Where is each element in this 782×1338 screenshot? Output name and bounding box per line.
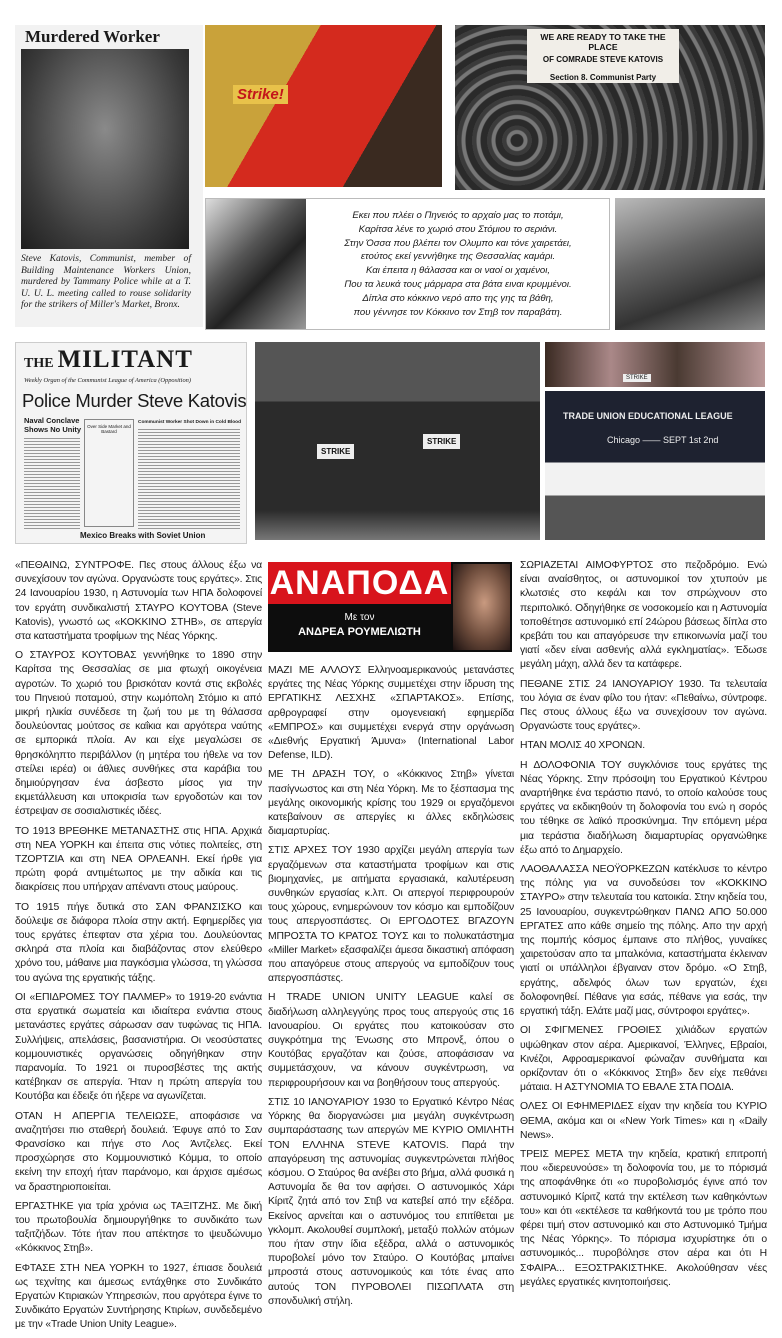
crowd-banner-photo [455, 25, 765, 190]
paragraph-text: συγκλόνισε τους εργάτες της Νέας Υόρκης. Στην πρόσοψη του Εργατικού Κέντρου αναρτήθηκε ένα τεράστιο πανό, το οποίο καλούσε τους εργάτες να εκδικηθούν τη δολοφονία του ενώ η σορός του τέθηκε σε λαϊκό προσκύνημα. Την επόμενη μέρα μια τεράστια διαδήλωση διαμαρτυρίας οργανώθηκε έξω από το Δημαρχείο. [520, 759, 767, 856]
paragraph-lead: Η ΔΟΛΟΦΟΝΙΑ ΤΟΥ [520, 759, 622, 771]
paragraph-text: στο πεζοδρόμιο. Ενώ είναι αναίσθητος, οι αστυνομικοί τον χτυπούν με κλωτσιές στο κεφάλι και τον σπρώχνουν στο περιπολικό. Οδηγήθηκε σε νοσοκομείο και η Αστυνομία τοποθέτησε αστυνομικό επί 24ώρου βάσεως δίπλα στο κρεβάτι του και απαγόρευσε την επικοινωνία μαζί του γιατί «δεν είναι ασθενής αλλά εγκληματίας». Έδωσε μεγάλη μάχη, αλλά δεν τα κατάφερε. [520, 560, 767, 671]
author-photo [453, 564, 510, 650]
paragraph-text: καλεί σε διαδήλωση αλληλεγγύης προς τους απεργούς στις 16 Ιανουαρίου. Οι εργάτες που κατοικούσαν στο συγκρότημα της Ένωσης στο Μπρονξ, όπου ο Κουτόβας εργαζόταν και ζούσε, αποφάσισαν να συμμετάσχουν, να κάνουν συγκέντρωση, να περιφρουρήσουν και να βοηθήσουν τους απεργούς. [268, 992, 514, 1089]
paragraph-text: Ελληνοαμερικανούς μετανάστες εργάτες της Νέας Υόρκης συμμετέχει στην ίδρυση της ΕΡΓΑΤΙΚΗΣ ΛΕΣΧΗΣ «ΣΠΑΡΤΑΚΟΣ». Επίσης, αρθρογραφεί στην ομογενειακή εφημερίδα «ΕΜΠΡΟΣ» και συμμετέχει ενεργά στην οργάνωση «Διεθνής Εργατική Άμυνα» (International Labor Defense, ILD). [268, 665, 515, 762]
column-title: ΑΝΑΠΟΔΑ [269, 564, 450, 602]
paragraph-lead: ΟΤΑΝ Η ΑΠΕΡΓΙΑ ΤΕΛΕΙΩΣΕ, [15, 1110, 179, 1122]
column-title-band [268, 562, 451, 604]
paragraph-lead: ΤΟ 1913 ΒΡΕΘΗΚΕ ΜΕΤΑΝΑΣΤΗΣ [15, 825, 180, 837]
paragraph-text: Τα τελευταία του λόγια σε έναν φίλο του ήταν: «Πεθαίνω, σύντροφε. Πες στους άλλους έξω να συνεχίσουν τον αγώνα. Οργανώστε τους εργάτες». [520, 678, 767, 733]
paragraph [520, 1024, 767, 1095]
poem-line: Καρίτσα λένε το χωριό στου Στόμιου το σεριάνι. [358, 223, 558, 235]
paragraph-lead: ΟΙ «ΕΠΙΔΡΟΜΕΣ ΤΟΥ ΠΑΛΜΕΡ» [15, 991, 172, 1003]
funeral-march-photo [615, 198, 765, 330]
poem-line: Και έπειτα η θάλασσα και οι ναοί οι χαμένοι, [365, 265, 551, 277]
paragraph-text: στις ΗΠΑ. Αρχικά στη ΝΕΑ ΥΟΡΚΗ και έπειτα στις νότιες πολιτείες, στη ΤΖΟΡΤΖΙΑ και στη ΝΕΑ ΟΡΛΕΑΝΗ. Εκεί ήρθε για πρώτη φορά αντιμέτωπος με την αδικία και τις διακρίσεις που υπήρχαν απέναντι στους μαύρους. [15, 825, 262, 894]
paragraph-text: το 1919-20 ενάντια στα εργατικά σωματεία και ιδιαίτερα ενάντια στους μετανάστες εργάτες σάρωσαν σαν τυφώνας τις ΗΠΑ. Συλλήψεις, απελάσεις, βασανιστήρια. Οι νεοσύστατες κομμουνιστικές οργανώσεις οδηγήθηκαν στην παρανομία. Το 1921 οι πυροσβέστες της ακτής κατέβηκαν σε απεργία. Ήταν η πρώτη απεργία του Κουτόβα και έδειξε ότι ήξερε να αγωνίζεται. [15, 991, 262, 1103]
strike-poster-image [205, 25, 442, 187]
paragraph-lead: ΜΑΖΙ ΜΕ ΑΛΛΟΥΣ [268, 665, 362, 676]
poem-line: ετούτος εκεί γεννήθηκε της Θεσσαλίας καμάρι. [360, 251, 556, 263]
paragraph [520, 678, 767, 735]
tuel-poster [545, 391, 765, 540]
strike-sign: STRIKE [317, 444, 354, 459]
paragraph-text: πήγε δυτικά στο ΣΑΝ ΦΡΑΝΣΙΣΚΟ και δούλεψε σε διάφορα πλοία στην ακτή. Εφημερίδες για τους εργάτες έπεφταν στα χέρια του. Δουλεύοντας σκληρά στα πλοία και διαβάζοντας στον ελεύθερο χρόνο του, μάθαινε μια παγκόσμια γλώσσα, τη γλώσσα του αγώνα της εργατικής τάξης. [15, 901, 262, 984]
militant-bottom-headline: Mexico Breaks with Soviet Union [80, 531, 206, 540]
paragraph-text: κατέκλυσε το κέντρο της πόλης για να συνοδεύσει τον «ΚΟΚΚΙΝΟ ΣΤΑΥΡΟ» στην τελευταία του κατοικία. Στην κηδεία του, 25 Ιανουαρίου, συγκεντρώθηκαν ΠΑΝΩ ΑΠΟ 50.000 ΕΡΓΑΤΕΣ απο κάθε σημείο της πόλης. Απο την αρχή της πομπής κόσμος έμπαινε στο πλήθος, γυναίκες χαιρετούσαν απο τα μπαλκόνια, καταστήματα έκλειναν γιατί οι υπάλληλοι έβγαιναν στον δρόμο. «Ο Στηβ, εργάτης, αδελφός όλων των εργατών, έχει δολοφονηθεί. Πέθανε για εσάς, πέθανε για εσάς, την εργατική τάξη. Ελάτε μαζί μας, σύντροφοι εργάτες». [520, 864, 767, 1018]
poem-line: Δίπλα στο κόκκινο νερό απο της γης τα βάθη, [362, 292, 554, 304]
shield-worker-illustration [206, 199, 306, 329]
strike-sign: STRIKE [423, 434, 460, 449]
column-header-anapoda [268, 562, 512, 652]
paragraph [15, 901, 262, 986]
militant-subhead: Communist Worker Shot Down in Cold Blood [138, 420, 242, 425]
poem-line: Που τα λευκά τους μάρμαρα στα βάτα ειναι κρυμμένοι. [344, 278, 572, 290]
paragraph-text: χιλιάδων εργατών υψώθηκαν στον αέρα. Αμερικανοί, Έλληνες, Εβραίοι, Κινέζοι, Αφροαμερικανοί φώναζαν συνθήματα και ορκίζονταν ότι ο «Κόκκινος Στηβ» δεν είχε πεθάνει μάταια. Η ΑΣΤΥΝΟΜΙΑ ΤΟ ΕΒΑΛΕ ΣΤΑ ΠΟΔΙΑ. [520, 1025, 767, 1094]
masthead-subtitle: Weekly Organ of the Communist League of America (Opposition) [24, 377, 191, 384]
paragraph-lead: «ΠΕΘΑΙΝΩ, ΣΥΝΤΡΟΦΕ. [15, 560, 134, 571]
paragraph-lead: Ο ΣΤΑΥΡΟΣ ΚΟΥΤΟΒΑΣ [15, 650, 137, 662]
column-with: Με τον [344, 612, 375, 623]
article-column-1 [15, 559, 262, 1338]
paragraph-text: Πες στους άλλους έξω να συνεχίσουν τον αγώνα. Οργανώστε τους εργάτες». Στις 24 Ιανουαρίου 1930, η Αστυνομία των ΗΠΑ δολοφονεί τον εργάτη συνδικαλιστή ΣΤΑΥΡΟ ΚΟΥΤΟΒΑ (Steve Katovis), γνωστό ως «ΚΟΚΚΙΝΟ ΣΤΗΒ», σε απεργία στα καταστήματα τροφίμων της Νέας Υόρκης. [15, 560, 262, 643]
paragraph [15, 1110, 262, 1195]
paragraph-lead: ΤΟ 1915 [15, 901, 60, 913]
paragraph-lead: ΟΙ ΣΦΙΓΜΕΝΕΣ ΓΡΟΘΙΕΣ [520, 1025, 662, 1037]
paragraph [268, 768, 514, 839]
strikers-photo [545, 342, 765, 387]
murdered-worker-clipping [15, 25, 203, 327]
militant-subhead: Naval Conclave Shows No Unity [24, 416, 82, 434]
paragraph [520, 759, 767, 858]
paragraph [15, 559, 262, 644]
paragraph-text: το Εργατικό Κέντρο Νέας Υόρκης θα διοργανώσει μια μεγάλη συγκέντρωση συμπαράστασης των απεργών ΜΕ ΚΥΡΙΟ ΟΜΙΛΗΤΗ ΤΟΝ ΕΛΛΗΝΑ STEVE KATOVIS. Παρά την απαγόρευση της αστυνομίας συγκεντρώνεται πλήθος κόσμου. Ο Σταύρος θα ανέβει στο βήμα, αλλά φυσικά η Αστυνομία δε θα τον αφήσει. Ο αστυνομικός Χάρι Κίριτζ ζητά από τον Στιβ να κατεβεί από την εξέδρα. Εκείνος αρνείται και ο αστυνόμος του επιτίθεται με γκλομπ. Ακολουθεί συμπλοκή, μεταξύ πολλών ατόμων που ήταν στην ίδια εξέδρα, αλλά ο αστυνομικός πυροβολεί μόνο τον Σταύρο. Ο Κουτόβας μπαίνει μπροστά στους αστυνομικούς και τότε ένας απο αυτούς ΤΟΝ ΠΥΡΟΒΟΛΕΙ ΠΙΣΩΠΛΑΤΑ στη σπονδυλική στήλη. [268, 1096, 514, 1307]
banner-line: WE ARE READY TO TAKE THE PLACE [540, 32, 666, 52]
paragraph-lead: ΜΕ ΤΗ ΔΡΑΣΗ ΤΟΥ, [268, 769, 376, 781]
paragraph-text: το 1927, έπιασε δουλειά ως τεχνίτης και άμεσως εντάχθηκε στο Συνδικάτο Εργατών Κτιριακών Υπηρεσιών, που αργότερα έγινε το Συνδικάτο Εργατών Συντήρησης Κτιρίων, συνδεδεμένο με την «Trade Union Unity League». [15, 1262, 262, 1331]
paragraph-text: ο «Κόκκινος Στηβ» γίνεται πασίγνωστος και στη Νέα Υόρκη. Με το ξέσπασμα της μεγάλης οικονομικής κρίσης του 1929 οι εργαζόμενοι κατεβαίνουν σε απεργίες κι άλλες εκδηλώσεις διαμαρτυρίας. [268, 769, 514, 838]
paragraph [268, 664, 514, 763]
paragraph [520, 863, 767, 1019]
banner [527, 29, 679, 83]
clipping-caption: Steve Katovis, Communist, member of Building Maintenance Workers Union, murdered by Tammany Police while at a T. U. U. L. meeting called to rouse solidarity for the strikers of Miller's Market, Bronx. [21, 253, 191, 311]
paragraph-lead: ΟΛΕΣ ΟΙ ΕΦΗΜΕΡΙΔΕΣ [520, 1101, 634, 1113]
strike-text: Strike! [233, 85, 288, 104]
paragraph-lead: Η TRADE UNION UNITY LEAGUE [268, 992, 459, 1004]
paragraph-lead: ΕΦΤΑΣΕ ΣΤΗ ΝΕΑ ΥΟΡΚΗ [15, 1262, 145, 1274]
paragraph [268, 1096, 514, 1309]
paragraph [15, 1200, 262, 1257]
banner-line: OF COMRADE STEVE KATOVIS [542, 55, 664, 64]
paragraph-text: είχαν την κηδεία του ΚΥΡΙΟ ΘΕΜΑ, ακόμα και οι «New York Times» και η «Daily News». [520, 1101, 767, 1141]
paragraph [520, 739, 767, 753]
paragraph [520, 1148, 767, 1290]
paragraph-lead: ΣΤΙΣ 10 ΙΑΝΟΥΑΡΙΟΥ 1930 [268, 1096, 396, 1108]
paragraph-lead: ΤΡΕΙΣ ΜΕΡΕΣ ΜΕΤΑ [520, 1148, 623, 1160]
paragraph [15, 1262, 262, 1333]
paragraph [15, 825, 262, 896]
paragraph-lead: ΛΑΟΘΑΛΑΣΣΑ ΝΕΟΫΟΡΚΕΖΩΝ [520, 864, 670, 876]
paragraph-text: αποφάσισε να αναζητήσει πιο σταθερή δουλειά. Έφυγε από το Σαν Φρανσίσκο και πήγε στο Λος Άντζελες. Εκεί προσχώρησε στο Κομμουνιστικό Κόμμα, το οποίο εκείνη την εποχή ήταν παράνομο, και άρχισε αμέσως να δραστηριοποιείται. [15, 1110, 262, 1193]
paragraph [520, 559, 767, 673]
paragraph-lead: ΠΕΘΑΝΕ ΣΤΙΣ 24 ΙΑΝΟΥΑΡΙΟΥ 1930. [520, 678, 704, 690]
article-column-3 [520, 559, 767, 1295]
strike-sign: STRIKE [623, 374, 651, 382]
militant-headline: Police Murder Steve Katovis [22, 390, 247, 411]
paragraph-lead: ΣΤΙΣ ΑΡΧΕΣ ΤΟΥ 1930 [268, 845, 380, 857]
tuel-line: Chicago —— SEPT 1st 2nd [607, 435, 719, 445]
poem-line: που γέννησε τον Κόκκινο τον Στηβ τον παραβάτη. [353, 306, 563, 318]
masthead-the: THE [24, 356, 54, 371]
tuel-line: TRADE UNION EDUCATIONAL LEAGUE [563, 411, 733, 421]
clipping-headline: Murdered Worker [25, 27, 160, 46]
paragraph-text: την κηδεία, κρατική επιτροπή που «διερευνούσε» τη δολοφονία του, με το πόρισμά της αποφάνθηκε ότι «ο πυροβολισμός έγινε από τον αστυνομικό Κίριτζ κατά την εκτέλεση των καθηκόντων του» και ότι «εκτέλεσε τα καθήκοντά του με τρόπο που φέρει τιμή στον αστυνομικό και στο Αστυνομικό Τμήμα της Νέας Υόρκης». Το πόρισμα ισχυρίστηκε ότι ο αστυνομικός... πυροβόλησε στον αέρα και ότι Η ΣΦΑΙΡΑ... ΕΞΟΣΤΡΑΚΙΣΤΗΚΕ. Ακολούθησαν νέες μεγάλες εργατικές κινητοποιήσεις. [520, 1148, 767, 1288]
paragraph-lead: ΣΩΡΙΑΖΕΤΑΙ ΑΙΜΟΦΥΡΤΟΣ [520, 560, 654, 571]
paragraph [268, 991, 514, 1090]
paragraph-text: γεννήθηκε το 1890 στην Καρίτσα της Θεσσαλίας σε μια φτωχή οικογένεια αγροτών. Το χωριό του βρισκόταν κοντά στις εκβολές του Πηνειού ποταμού, στην κωμόπολη Στόμιο κι από μικρή ηλικία συνέδεσε τη ζωή του με τη θάλασσα δουλεύοντας μούτσος σε καΐκια και αργότερα ναύτης σε εμπορικά πλοία. Αν και είχε μεγαλώσει σε θρησκόληπτο περιβάλλον (η μητέρα του ήθελε να τον στείλει ιερέα) οι άθλιες συνθήκες στα καράβια του δημιούργησαν ένα άσβεστο μίσος για την εκμετάλλευση και υποκρισία των εργοδοτών και τον έστρεψαν σε σοσιαλιστικές ιδέες. [15, 650, 262, 818]
paragraph [15, 649, 262, 819]
paragraph-lead: ΕΡΓΑΣΤΗΚΕ [15, 1200, 74, 1212]
paragraph-text: αρχίζει μεγάλη απεργία των εργαζόμενων στα καταστήματα τροφίμων και στις βιομηχανίες, με αιτήματα εργασιακά, καλυτέρευση συνθηκών εργασίας κ.λπ. Οι απεργοί περιφρουρούν τους χώρους, ενημερώνουν τον κόσμο και εμποδίζουν τους απεργοσπάστες. Οι ΕΡΓΟΔΟΤΕΣ ΒΓΑΖΟΥΝ ΜΠΡΟΣΤΑ ΤΟ ΚΡΑΤΟΣ ΤΟΥΣ και το πολυκατάστημα «Miller Market» εξασφαλίζει άμεσα δικαστική απόφαση που απαγόρευε στους απεργούς να εμποδίζουν τους απεργοσπάστες. [268, 845, 514, 985]
paragraph [520, 1100, 767, 1143]
portrait-photo [21, 49, 189, 249]
women-strike-photo [255, 342, 540, 540]
paragraph [15, 991, 262, 1105]
poem-box [205, 198, 610, 330]
banner-line: Section 8. Communist Party [549, 73, 657, 82]
article-column-2 [268, 664, 514, 1314]
militant-body-text [24, 438, 80, 530]
column-author: ΑΝΔΡΕΑ ΡΟΥΜΕΛΙΩΤΗ [298, 626, 421, 638]
militant-front-page [15, 342, 247, 544]
poem [310, 209, 606, 319]
militant-box: Over Side Market and Bastard [84, 419, 134, 527]
militant-body-text [138, 429, 240, 529]
paragraph-text: για τρία χρόνια ως ΤΑΞΙΤΖΗΣ. Με δική του πρωτοβουλία δημιουργήθηκε το συνδικάτο των ταξιτζήδων. Τότε ήταν που απέκτησε το ψευδώνυμο «Κόκκινος Στηβ». [15, 1200, 262, 1255]
masthead-title: MILITANT [57, 346, 193, 373]
paragraph [268, 844, 514, 986]
poem-line: Στην Όσσα που βλέπει τον Ολυμπο και τόνε χαιρετάει, [344, 237, 572, 249]
paragraph-lead: ΗΤΑΝ ΜΟΛΙΣ 40 ΧΡΟΝΩΝ. [520, 740, 645, 752]
poem-line: Εκει που πλέει ο Πηνειός το αρχαίο μας το ποτάμι, [352, 210, 564, 221]
